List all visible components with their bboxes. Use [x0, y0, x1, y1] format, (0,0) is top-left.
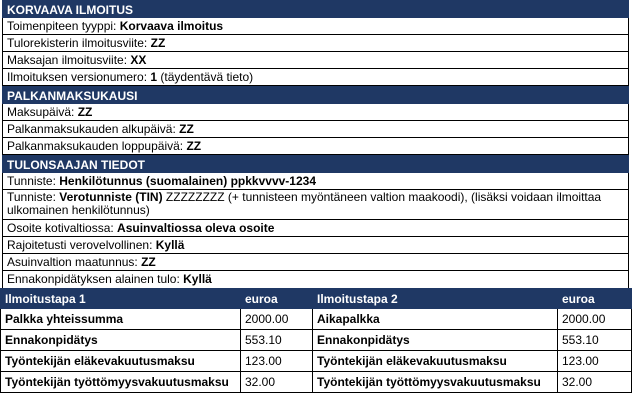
cell-item: Työntekijän työttömyysvakuutusmaksu: [1, 372, 241, 393]
row-label: Ennakonpidätyksen alainen tulo:: [7, 272, 184, 286]
row-label: Tunniste:: [7, 174, 60, 188]
row-label: Maksupäivä:: [7, 105, 78, 119]
header-ilmoitustapa-2: Ilmoitustapa 2: [313, 289, 558, 309]
cell-amount: 553.10: [241, 330, 313, 351]
header-ilmoitustapa-1: Ilmoitustapa 1: [1, 289, 241, 309]
row-label: Ilmoituksen versionumero:: [7, 70, 151, 84]
cell-item: Työntekijän työttömyysvakuutusmaksu: [313, 372, 558, 393]
row-suffix: (täydentävä tieto): [157, 70, 254, 84]
cell-amount: 2000.00: [241, 309, 313, 330]
cell-amount: 2000.00: [558, 309, 632, 330]
row-osoite: [2, 220, 629, 237]
section-header-tulonsaaja: TULONSAAJAN TIEDOT: [2, 155, 629, 173]
row-value: ZZ: [186, 139, 202, 153]
row-alkupaiva: [2, 121, 629, 138]
cell-amount: 123.00: [558, 351, 632, 372]
row-value: Verotunniste (TIN): [59, 190, 163, 204]
row-tunniste-tin: [2, 190, 629, 220]
row-label: Tunniste:: [7, 190, 60, 204]
row-value: ZZ: [150, 36, 166, 50]
row-label: Maksajan ilmoitusviite:: [7, 53, 131, 67]
cell-amount: 32.00: [558, 372, 632, 393]
row-rajoitetusti: [2, 237, 629, 254]
cell-amount: 32.00: [241, 372, 313, 393]
row-maksupaiva: [2, 104, 629, 121]
row-suffix: ZZZZZZZZ (+ tunnisteen myöntäneen valtion maakoodi), (lisäksi voidaan ilmoittaa ulkomainen henkilötunnus): [7, 190, 602, 217]
row-value: Korvaava ilmoitus: [119, 19, 224, 33]
table-row: [1, 351, 632, 372]
row-value: ZZ: [179, 122, 194, 136]
row-tunniste-hetu: [2, 173, 629, 190]
row-value: 1: [150, 70, 158, 84]
payments-header-row: [1, 289, 632, 309]
row-maatunnus: [2, 254, 629, 271]
row-tulorekisterin-ilmoitusviite: [2, 35, 629, 52]
row-value: Kyllä: [155, 238, 185, 252]
row-value: Asuinvaltiossa oleva osoite: [117, 221, 275, 235]
row-value: Kyllä: [183, 272, 212, 286]
cell-amount: 123.00: [241, 351, 313, 372]
row-value: Henkilötunnus (suomalainen) ppkkvvvv-1234: [59, 174, 316, 188]
table-row: [1, 330, 632, 351]
row-label: Toimenpiteen tyyppi:: [7, 19, 120, 33]
row-label: Osoite kotivaltiossa:: [7, 221, 118, 235]
section-header-korvaava: KORVAAVA ILMOITUS: [2, 0, 629, 18]
cell-item: Ennakonpidätys: [1, 330, 241, 351]
table-row: [1, 309, 632, 330]
row-toimenpiteen-tyyppi: [2, 18, 629, 35]
cell-item: Aikapalkka: [313, 309, 558, 330]
row-versionumero: [2, 69, 629, 86]
section-header-palkanmaksukausi: PALKANMAKSUKAUSI: [2, 86, 629, 104]
header-euroa-2: euroa: [558, 289, 632, 309]
payments-table: [0, 288, 632, 393]
row-label: Asuinvaltion maatunnus:: [7, 255, 142, 269]
cell-item: Työntekijän eläkevakuutusmaksu: [1, 351, 241, 372]
row-value: XX: [130, 53, 147, 67]
cell-amount: 553.10: [558, 330, 632, 351]
header-euroa-1: euroa: [241, 289, 313, 309]
cell-item: Ennakonpidätys: [313, 330, 558, 351]
row-label: Tulorekisterin ilmoitusviite:: [7, 36, 151, 50]
row-label: Palkanmaksukauden alkupäivä:: [7, 122, 180, 136]
row-value: ZZ: [77, 105, 93, 119]
table-row: [1, 372, 632, 393]
row-ennakonpidatyksen-alainen: [2, 271, 629, 288]
row-value: ZZ: [141, 255, 156, 269]
cell-item: Työntekijän eläkevakuutusmaksu: [313, 351, 558, 372]
row-label: Rajoitetusti verovelvollinen:: [7, 238, 156, 252]
row-loppupaiva: [2, 138, 629, 155]
row-maksajan-ilmoitusviite: [2, 52, 629, 69]
row-label: Palkanmaksukauden loppupäivä:: [7, 139, 187, 153]
cell-item: Palkka yhteissumma: [1, 309, 241, 330]
